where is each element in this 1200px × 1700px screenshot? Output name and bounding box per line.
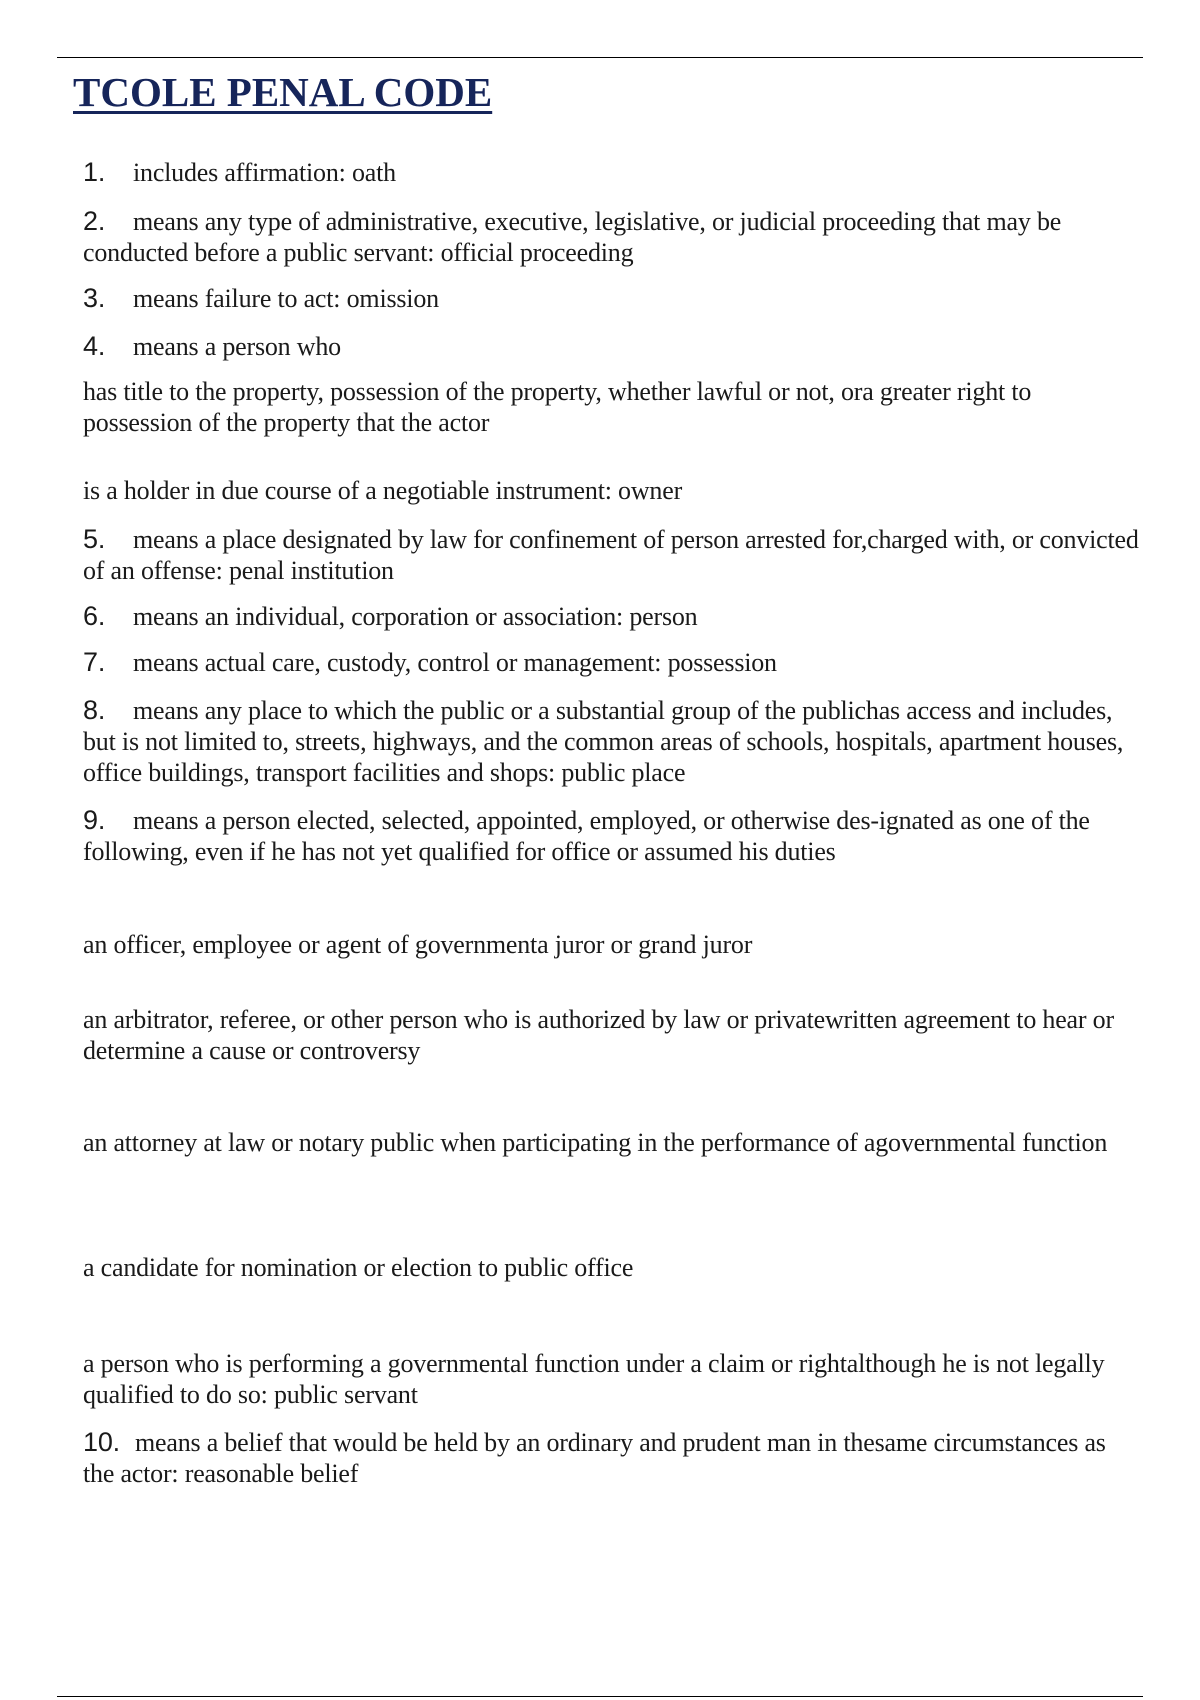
sub-text: an arbitrator, referee, or other person who is authorized by law or privatewritten agreement to hear or determine a cause or controversy — [83, 1005, 1114, 1065]
list-item-9-sub-4 — [83, 1252, 1143, 1283]
item-number: 2. — [83, 206, 106, 236]
item-text: means a person elected, selected, appointed, employed, or otherwise des-ignated as one of the following, even if he has not yet qualified for office or assumed his duties — [83, 806, 1090, 866]
list-item-4 — [83, 331, 1143, 362]
item-text: means a belief that would be held by an ordinary and prudent man in thesame circumstances as the actor: reasonable belief — [83, 1428, 1106, 1488]
item-text: means any place to which the public or a substantial group of the publichas access and includes, but is not limited to, streets, highways, and the common areas of schools, hospitals, apartment houses, office buildings, transport facilities and shops: public place — [83, 696, 1124, 787]
sub-text: an officer, employee or agent of governmenta juror or grand juror — [83, 930, 753, 959]
item-number: 1. — [83, 157, 106, 187]
list-item-3 — [83, 283, 1143, 314]
item-number: 5. — [83, 524, 106, 554]
bottom-rule — [57, 1696, 1143, 1697]
list-item-1 — [83, 157, 1143, 188]
item-text: means failure to act: omission — [133, 284, 439, 313]
item-number: 8. — [83, 695, 106, 725]
list-item-9 — [83, 805, 1143, 867]
list-item-4-sub-1 — [83, 376, 1143, 438]
list-item-9-sub-5 — [83, 1348, 1143, 1410]
list-item-4-sub-2 — [83, 475, 1143, 506]
list-item-5 — [83, 524, 1143, 586]
list-item-10 — [83, 1427, 1143, 1489]
item-number: 4. — [83, 331, 106, 361]
page-title: TCOLE PENAL CODE — [73, 69, 493, 115]
item-text: means an individual, corporation or association: person — [133, 602, 698, 631]
list-item-7 — [83, 647, 1143, 678]
sub-text: is a holder in due course of a negotiable instrument: owner — [83, 476, 683, 505]
sub-text: a candidate for nomination or election to public office — [83, 1253, 634, 1282]
list-item-9-sub-1 — [83, 929, 1143, 960]
item-number: 3. — [83, 283, 106, 313]
item-number: 6. — [83, 601, 106, 631]
item-number: 9. — [83, 805, 106, 835]
list-item-8 — [83, 695, 1143, 788]
item-text: includes affirmation: oath — [133, 158, 396, 187]
list-item-9-sub-3 — [83, 1127, 1143, 1158]
top-rule — [57, 57, 1143, 58]
item-text: means any type of administrative, executive, legislative, or judicial proceeding that may be conducted before a public servant: official proceeding — [83, 207, 1062, 267]
list-item-9-sub-2 — [83, 1004, 1143, 1066]
sub-text: a person who is performing a governmental function under a claim or rightalthough he is not legally qualified to do so: public servant — [83, 1349, 1105, 1409]
item-text: means actual care, custody, control or management: possession — [133, 648, 777, 677]
item-text: means a person who — [133, 332, 341, 361]
sub-text: has title to the property, possession of the property, whether lawful or not, ora greater right to possession of the property that the actor — [83, 377, 1032, 437]
sub-text: an attorney at law or notary public when participating in the performance of agovernmental function — [83, 1128, 1108, 1157]
list-item-2 — [83, 206, 1143, 268]
item-text: means a place designated by law for confinement of person arrested for,charged with, or convicted of an offense: penal institution — [83, 525, 1139, 585]
item-number: 7. — [83, 647, 106, 677]
list-item-6 — [83, 601, 1143, 632]
item-number: 10. — [83, 1427, 120, 1457]
